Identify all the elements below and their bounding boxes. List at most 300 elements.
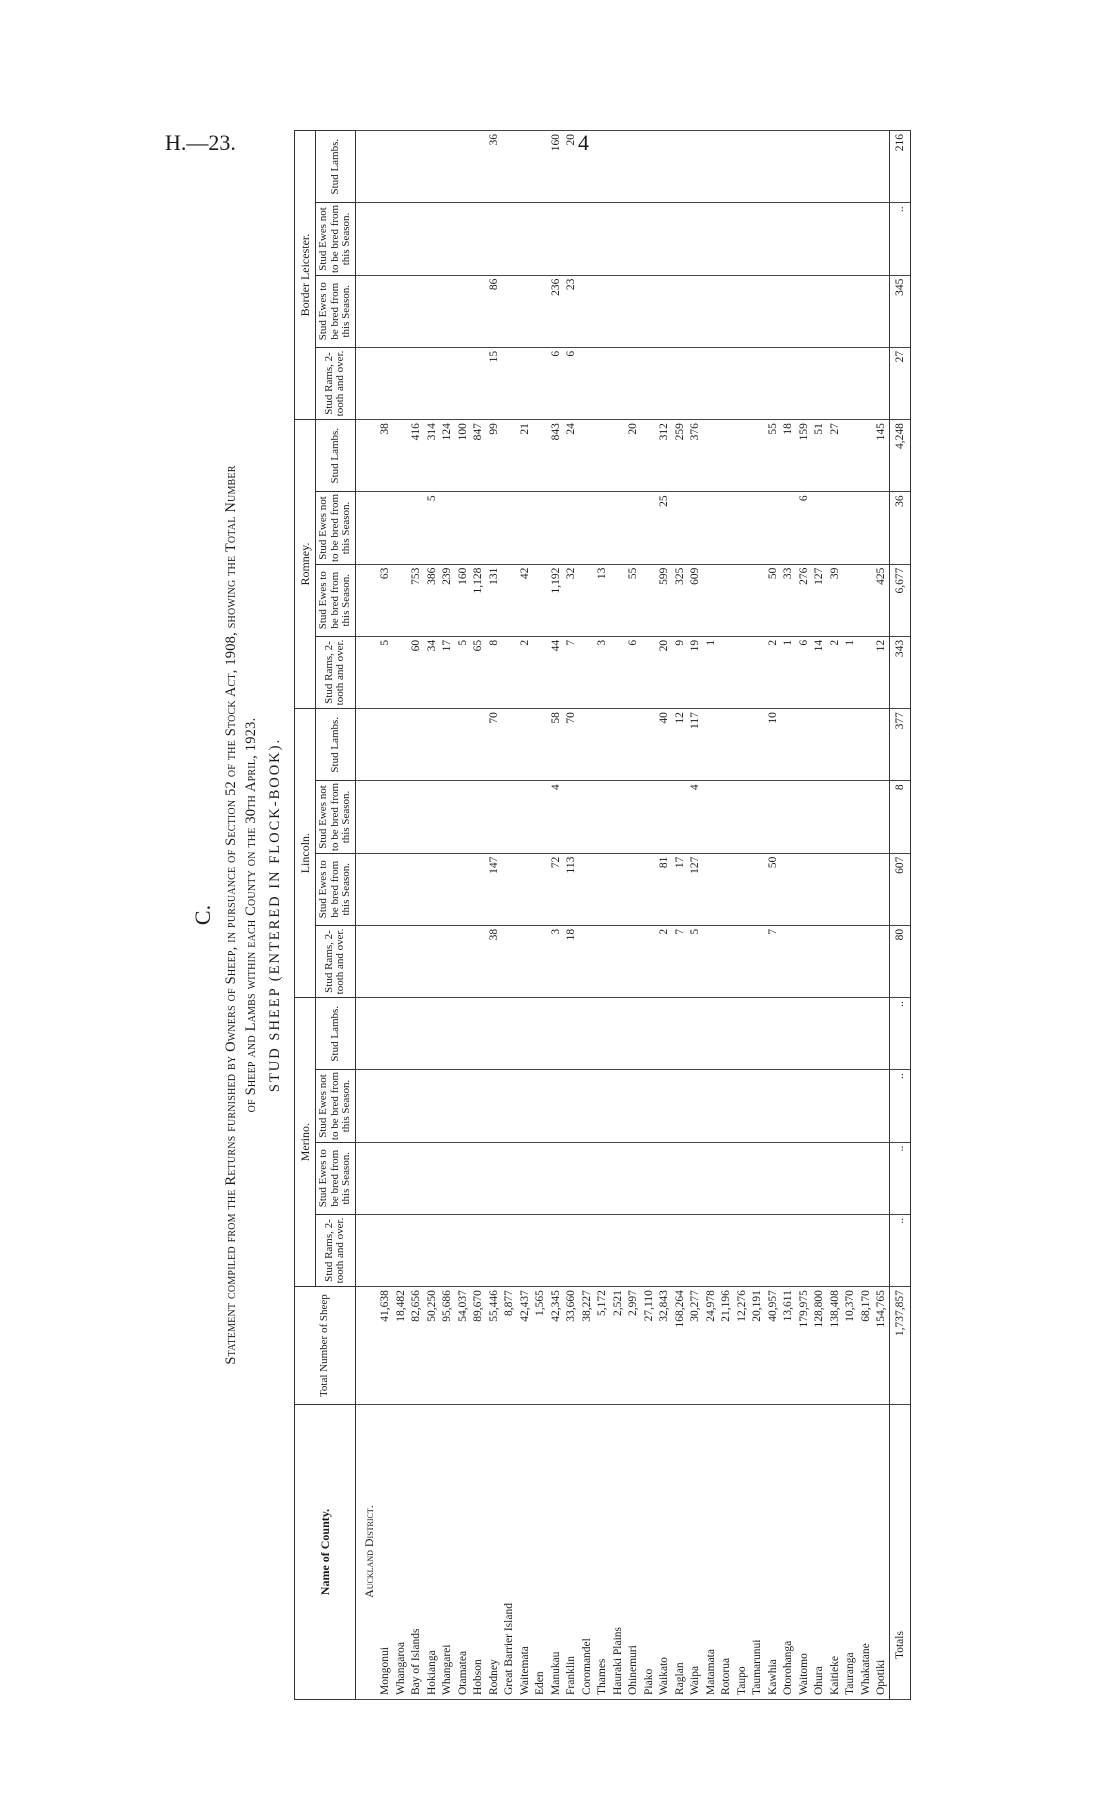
value-cell [501, 925, 517, 997]
value-cell [486, 1142, 502, 1214]
total-sheep-cell: 2,521 [610, 1287, 626, 1405]
value-cell [811, 709, 827, 781]
value-cell [610, 636, 626, 708]
total-value-cell: .. [889, 203, 910, 275]
value-cell [765, 1142, 781, 1214]
totals-row [889, 131, 910, 1700]
value-cell: 15 [486, 347, 502, 419]
total-sheep-cell: 41,638 [377, 1287, 393, 1405]
total-column-header: Total Number of Sheep [295, 1287, 356, 1405]
value-cell [765, 492, 781, 564]
value-cell [734, 275, 750, 347]
value-cell [439, 709, 455, 781]
value-cell [548, 1214, 564, 1286]
value-cell [625, 275, 641, 347]
value-cell [625, 998, 641, 1070]
value-cell [765, 131, 781, 203]
value-cell [796, 853, 812, 925]
value-cell: 38 [486, 925, 502, 997]
value-cell: 259 [672, 420, 688, 492]
table-row [858, 131, 874, 1700]
value-cell [672, 998, 688, 1070]
value-cell [393, 564, 409, 636]
empty-cell [355, 420, 377, 492]
table-row [594, 131, 610, 1700]
value-cell [594, 420, 610, 492]
value-cell [734, 925, 750, 997]
value-cell [594, 998, 610, 1070]
value-cell [486, 998, 502, 1070]
value-cell [393, 1070, 409, 1142]
value-cell: 20 [625, 420, 641, 492]
value-cell [548, 1070, 564, 1142]
table-row [563, 131, 579, 1700]
value-cell: 386 [424, 564, 440, 636]
value-cell [579, 1214, 595, 1286]
table-row [718, 131, 734, 1700]
value-cell [858, 1070, 874, 1142]
value-cell [393, 781, 409, 853]
value-cell [470, 709, 486, 781]
county-name: Raglan [672, 1405, 688, 1700]
county-name: Kawhia [765, 1405, 781, 1700]
value-cell [625, 492, 641, 564]
value-cell [734, 853, 750, 925]
table-row [377, 131, 393, 1700]
value-cell [672, 1214, 688, 1286]
value-cell [594, 709, 610, 781]
value-cell [842, 1214, 858, 1286]
value-cell [718, 203, 734, 275]
value-cell [873, 853, 889, 925]
value-cell [703, 709, 719, 781]
value-cell [842, 492, 858, 564]
value-cell [827, 1214, 843, 1286]
value-cell [579, 1142, 595, 1214]
empty-cell [355, 564, 377, 636]
value-cell [827, 1142, 843, 1214]
value-cell [393, 131, 409, 203]
value-cell [517, 347, 533, 419]
value-cell [532, 203, 548, 275]
value-cell [873, 709, 889, 781]
value-cell [765, 1070, 781, 1142]
value-cell: 32 [563, 564, 579, 636]
county-name: Waitomo [796, 1405, 812, 1700]
value-cell: 127 [811, 564, 827, 636]
value-cell [532, 853, 548, 925]
value-cell [439, 998, 455, 1070]
value-cell [610, 925, 626, 997]
value-cell [656, 131, 672, 203]
value-cell [796, 998, 812, 1070]
value-cell [873, 492, 889, 564]
value-cell [796, 1214, 812, 1286]
value-cell [563, 1070, 579, 1142]
value-cell [393, 203, 409, 275]
value-cell [749, 925, 765, 997]
value-cell [672, 1070, 688, 1142]
value-cell [718, 564, 734, 636]
value-cell: 81 [656, 853, 672, 925]
value-cell [377, 275, 393, 347]
value-cell [641, 709, 657, 781]
value-cell [687, 131, 703, 203]
value-cell [486, 1070, 502, 1142]
sub-column-header: Stud Ewes not to be bred from this Season. [316, 203, 356, 275]
total-sheep-cell: 89,670 [470, 1287, 486, 1405]
county-name: Whakatane [858, 1405, 874, 1700]
value-cell [873, 203, 889, 275]
value-cell [610, 709, 626, 781]
value-cell [687, 275, 703, 347]
total-value-cell: 216 [889, 131, 910, 203]
value-cell [610, 131, 626, 203]
value-cell [873, 275, 889, 347]
value-cell: 38 [377, 420, 393, 492]
sub-column-header: Stud Ewes not to be bred from this Season. [316, 1070, 356, 1142]
value-cell [765, 203, 781, 275]
county-name: Tauranga [842, 1405, 858, 1700]
value-cell: 50 [765, 564, 781, 636]
value-cell [796, 925, 812, 997]
value-cell [548, 203, 564, 275]
value-cell [501, 636, 517, 708]
value-cell [439, 131, 455, 203]
value-cell [672, 203, 688, 275]
value-cell [703, 781, 719, 853]
value-cell [827, 131, 843, 203]
value-cell [532, 564, 548, 636]
value-cell: 70 [563, 709, 579, 781]
value-cell: 50 [765, 853, 781, 925]
value-cell [765, 1214, 781, 1286]
value-cell [486, 781, 502, 853]
value-cell [517, 492, 533, 564]
value-cell [811, 1070, 827, 1142]
value-cell [811, 203, 827, 275]
value-cell [377, 925, 393, 997]
county-name: Waipa [687, 1405, 703, 1700]
value-cell [811, 1142, 827, 1214]
value-cell [424, 781, 440, 853]
value-cell [687, 998, 703, 1070]
breed-header: Lincoln. [295, 709, 316, 998]
empty-cell [355, 853, 377, 925]
value-cell [780, 347, 796, 419]
sub-column-header: Stud Ewes to be bred from this Season. [316, 1142, 356, 1214]
value-cell [455, 925, 471, 997]
value-cell [718, 1142, 734, 1214]
sub-column-header: Stud Lambs. [316, 709, 356, 781]
value-cell: 60 [408, 636, 424, 708]
value-cell [408, 492, 424, 564]
value-cell [842, 998, 858, 1070]
value-cell: 159 [796, 420, 812, 492]
county-name: Hauraki Plains [610, 1405, 626, 1700]
value-cell [470, 275, 486, 347]
sub-column-header: Stud Ewes to be bred from this Season. [316, 853, 356, 925]
value-cell: 160 [455, 564, 471, 636]
value-cell: 314 [424, 420, 440, 492]
value-cell [424, 203, 440, 275]
value-cell [672, 492, 688, 564]
county-name: Matamata [703, 1405, 719, 1700]
value-cell [796, 131, 812, 203]
value-cell [811, 925, 827, 997]
value-cell [563, 1214, 579, 1286]
value-cell: 5 [424, 492, 440, 564]
value-cell [718, 998, 734, 1070]
value-cell: 425 [873, 564, 889, 636]
value-cell [749, 564, 765, 636]
table-row [656, 131, 672, 1700]
sub-column-header: Stud Lambs. [316, 998, 356, 1070]
value-cell: 2 [656, 925, 672, 997]
table-row [780, 131, 796, 1700]
value-cell [827, 781, 843, 853]
total-sheep-cell: 5,172 [594, 1287, 610, 1405]
county-name: Great Barrier Island [501, 1405, 517, 1700]
value-cell [827, 275, 843, 347]
value-cell [501, 275, 517, 347]
value-cell [858, 203, 874, 275]
value-cell [439, 1070, 455, 1142]
value-cell [579, 781, 595, 853]
total-value-cell: .. [889, 1214, 910, 1286]
value-cell [424, 1214, 440, 1286]
value-cell [610, 492, 626, 564]
value-cell [858, 998, 874, 1070]
value-cell [703, 347, 719, 419]
value-cell [718, 275, 734, 347]
total-value-cell: 345 [889, 275, 910, 347]
county-name: Ohura [811, 1405, 827, 1700]
value-cell [811, 347, 827, 419]
value-cell [470, 1070, 486, 1142]
county-name: Taupo [734, 1405, 750, 1700]
total-sheep-cell: 33,660 [563, 1287, 579, 1405]
value-cell [393, 636, 409, 708]
sub-column-header: Stud Ewes to be bred from this Season. [316, 564, 356, 636]
value-cell: 3 [594, 636, 610, 708]
total-sheep-cell: 12,276 [734, 1287, 750, 1405]
total-sheep-cell: 38,227 [579, 1287, 595, 1405]
value-cell [842, 275, 858, 347]
value-cell: 843 [548, 420, 564, 492]
value-cell: 376 [687, 420, 703, 492]
value-cell [532, 1142, 548, 1214]
value-cell [672, 275, 688, 347]
value-cell [842, 203, 858, 275]
county-name: Piako [641, 1405, 657, 1700]
value-cell [439, 492, 455, 564]
value-cell [501, 781, 517, 853]
value-cell: 27 [827, 420, 843, 492]
value-cell [501, 564, 517, 636]
value-cell [579, 347, 595, 419]
value-cell [532, 636, 548, 708]
total-sheep-cell: 13,611 [780, 1287, 796, 1405]
value-cell [579, 998, 595, 1070]
value-cell [486, 492, 502, 564]
value-cell [858, 131, 874, 203]
table-row [873, 131, 889, 1700]
value-cell [579, 131, 595, 203]
value-cell: 20 [656, 636, 672, 708]
value-cell [532, 925, 548, 997]
value-cell [780, 203, 796, 275]
county-name: Bay of Islands [408, 1405, 424, 1700]
total-sheep-cell: 21,196 [718, 1287, 734, 1405]
value-cell [858, 781, 874, 853]
county-name: Rodney [486, 1405, 502, 1700]
value-cell [548, 998, 564, 1070]
value-cell: 86 [486, 275, 502, 347]
value-cell [408, 998, 424, 1070]
total-sheep-cell: 68,170 [858, 1287, 874, 1405]
value-cell [470, 1214, 486, 1286]
value-cell [455, 998, 471, 1070]
value-cell [625, 853, 641, 925]
value-cell [858, 564, 874, 636]
value-cell [672, 347, 688, 419]
value-cell [873, 1070, 889, 1142]
value-cell [780, 131, 796, 203]
value-cell [842, 420, 858, 492]
value-cell [408, 709, 424, 781]
value-cell [455, 1142, 471, 1214]
value-cell [424, 347, 440, 419]
county-name: Eden [532, 1405, 548, 1700]
value-cell [610, 1070, 626, 1142]
value-cell [594, 1142, 610, 1214]
county-name: Mongonui [377, 1405, 393, 1700]
value-cell: 13 [594, 564, 610, 636]
value-cell [594, 1214, 610, 1286]
value-cell [765, 347, 781, 419]
table-row [749, 131, 765, 1700]
value-cell [811, 131, 827, 203]
empty-cell [355, 1287, 377, 1405]
county-name: Ohinemuri [625, 1405, 641, 1700]
value-cell [703, 1214, 719, 1286]
value-cell [610, 203, 626, 275]
value-cell [470, 853, 486, 925]
value-cell [641, 1142, 657, 1214]
value-cell [780, 1070, 796, 1142]
value-cell [393, 492, 409, 564]
value-cell [842, 347, 858, 419]
value-cell [439, 853, 455, 925]
value-cell [408, 1142, 424, 1214]
value-cell: 325 [672, 564, 688, 636]
value-cell [749, 998, 765, 1070]
total-sheep-cell: 128,800 [811, 1287, 827, 1405]
value-cell [625, 1214, 641, 1286]
value-cell [842, 1142, 858, 1214]
value-cell [594, 1070, 610, 1142]
value-cell [455, 1214, 471, 1286]
value-cell [563, 1142, 579, 1214]
value-cell [532, 275, 548, 347]
value-cell [377, 131, 393, 203]
value-cell: 12 [873, 636, 889, 708]
value-cell [827, 709, 843, 781]
breed-header: Romney. [295, 420, 316, 709]
value-cell [532, 347, 548, 419]
value-cell [780, 998, 796, 1070]
value-cell [718, 636, 734, 708]
value-cell [470, 1142, 486, 1214]
value-cell [780, 925, 796, 997]
value-cell [470, 781, 486, 853]
county-name: Otorohanga [780, 1405, 796, 1700]
total-sheep-cell: 27,110 [641, 1287, 657, 1405]
value-cell [858, 275, 874, 347]
value-cell [501, 1214, 517, 1286]
county-name: Manukau [548, 1405, 564, 1700]
value-cell [827, 203, 843, 275]
value-cell [656, 1214, 672, 1286]
value-cell [796, 1070, 812, 1142]
value-cell [656, 1142, 672, 1214]
value-cell [377, 998, 393, 1070]
value-cell [780, 781, 796, 853]
value-cell: 416 [408, 420, 424, 492]
value-cell [734, 347, 750, 419]
value-cell [687, 1214, 703, 1286]
value-cell [532, 998, 548, 1070]
value-cell [424, 1142, 440, 1214]
empty-cell [355, 709, 377, 781]
value-cell [393, 1142, 409, 1214]
value-cell: 145 [873, 420, 889, 492]
value-cell [455, 853, 471, 925]
total-value-cell: 8 [889, 781, 910, 853]
value-cell: 58 [548, 709, 564, 781]
value-cell [486, 203, 502, 275]
value-cell [625, 1070, 641, 1142]
value-cell [455, 1070, 471, 1142]
value-cell: 20 [563, 131, 579, 203]
value-cell [517, 1214, 533, 1286]
value-cell [641, 925, 657, 997]
value-cell [594, 492, 610, 564]
total-value-cell: 6,677 [889, 564, 910, 636]
value-cell [625, 203, 641, 275]
value-cell [641, 564, 657, 636]
value-cell [424, 925, 440, 997]
value-cell [517, 998, 533, 1070]
value-cell [703, 1142, 719, 1214]
title-line-1: Statement compiled from the Returns furnished by Owners of Sheep, in pursuance of Section 52 of the Stock Act, 1908, showing the Total Number [223, 465, 239, 1365]
value-cell [780, 1214, 796, 1286]
value-cell [765, 781, 781, 853]
value-cell [765, 998, 781, 1070]
value-cell [672, 1142, 688, 1214]
value-cell [718, 131, 734, 203]
value-cell [408, 1070, 424, 1142]
value-cell [579, 709, 595, 781]
value-cell: 5 [377, 636, 393, 708]
value-cell: 2 [765, 636, 781, 708]
value-cell [579, 203, 595, 275]
value-cell [610, 420, 626, 492]
value-cell [858, 853, 874, 925]
value-cell: 7 [563, 636, 579, 708]
value-cell [579, 636, 595, 708]
